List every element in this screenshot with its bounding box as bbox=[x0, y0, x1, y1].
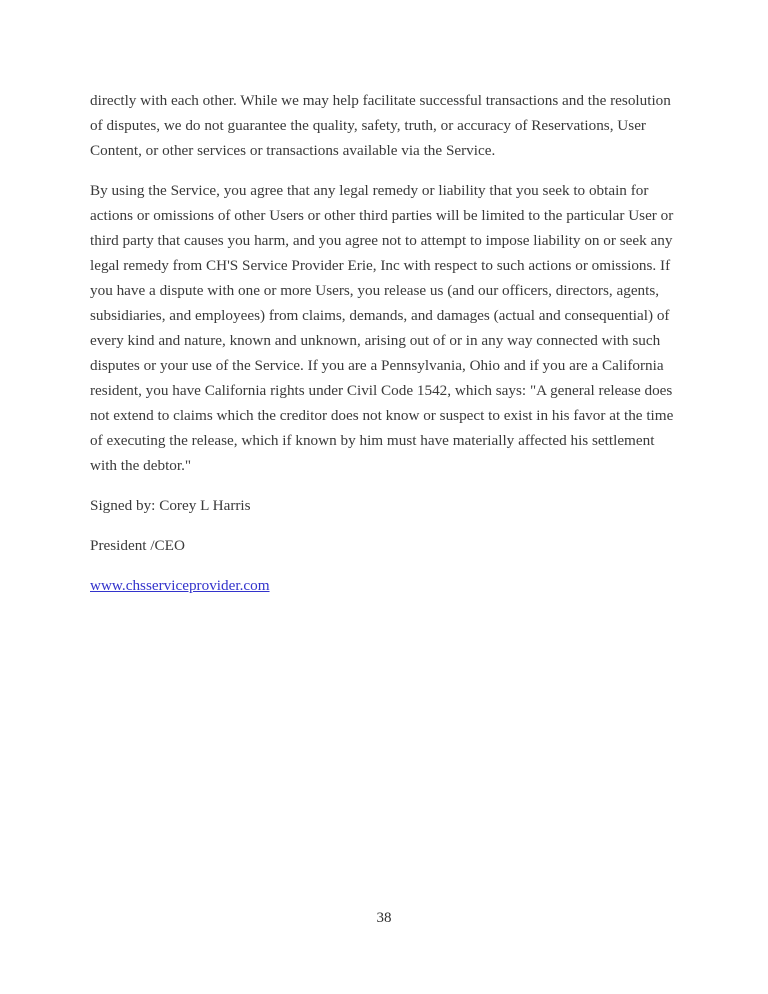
signature-line: Signed by: Corey L Harris bbox=[90, 497, 251, 514]
document-body bbox=[90, 88, 680, 613]
body-paragraph-2: By using the Service, you agree that any legal remedy or liability that you seek to obtain for actions or omissions of other Users or other third parties will be limited to the particular User or third party that causes you harm, and you agree not to attempt to impose liability on or seek any legal remedy from CH'S Service Provider Erie, Inc with respect to such actions or omissions. If you have a dispute with one or more Users, you release us (and our officers, directors, agents, subsidiaries, and employees) from claims, demands, and damages (actual and consequential) of every kind and nature, known and unknown, arising out of or in any way connected with such disputes or your use of the Service. If you are a Pennsylvania, Ohio and if you are a California resident, you have California rights under Civil Code 1542, which says: "A general release does not extend to claims which the creditor does not know or suspect to exist in his favor at the time of executing the release, which if known by him must have materially affected his settlement with the debtor." bbox=[90, 182, 674, 474]
body-paragraph-1: directly with each other. While we may help facilitate successful transactions and the resolution of disputes, we do not guarantee the quality, safety, truth, or accuracy of Reservations, User Content, or other services or transactions available via the Service. bbox=[90, 92, 671, 159]
signer-title-line: President /CEO bbox=[90, 537, 185, 554]
page-number: 38 bbox=[376, 910, 392, 926]
website-link[interactable]: www.chsserviceprovider.com bbox=[90, 577, 270, 594]
